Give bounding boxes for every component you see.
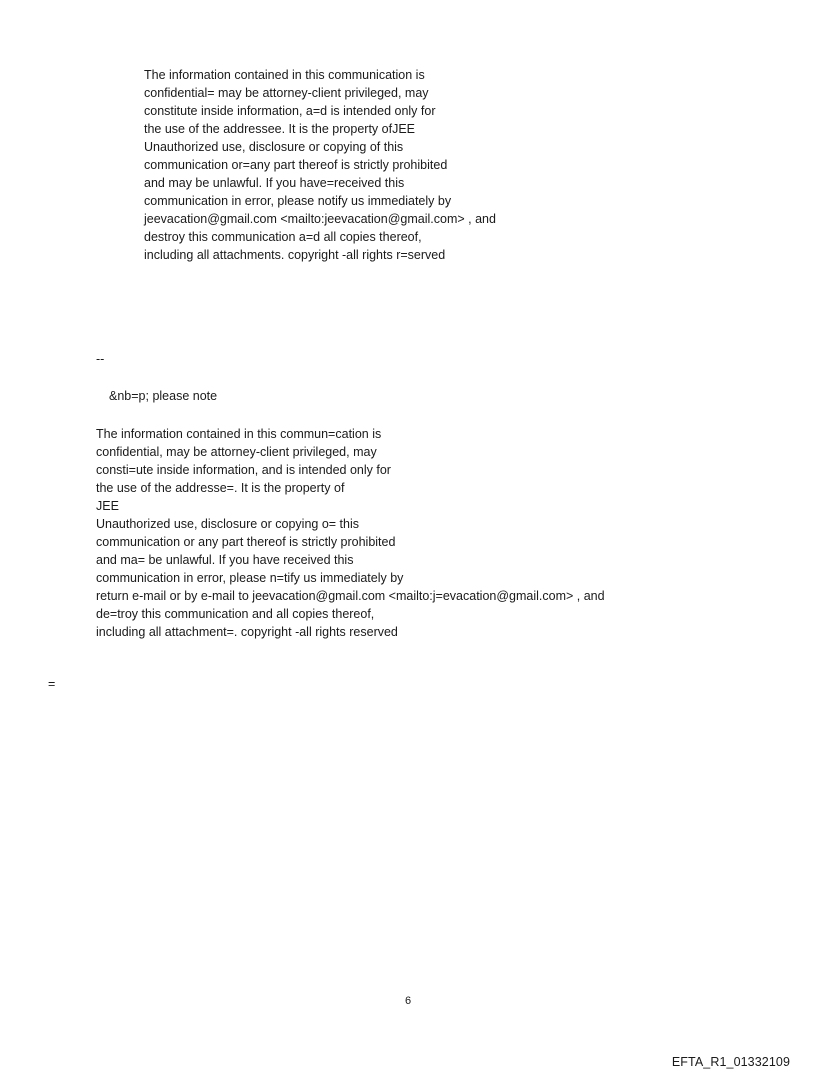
disclaimer-1-line: constitute inside information, a=d is intended only for <box>144 104 436 118</box>
bates-number: EFTA_R1_01332109 <box>671 1055 790 1069</box>
disclaimer-2-line: communication or any part thereof is strictly prohibited <box>96 535 396 549</box>
disclaimer-2-line: communication in error, please n=tify us immediately by <box>96 571 404 585</box>
please-note-heading: &nb=p; please note <box>109 389 218 403</box>
disclaimer-1-line: confidential= may be attorney-client privileged, may <box>144 86 429 100</box>
signature-separator: -- <box>96 352 105 366</box>
disclaimer-1-line: including all attachments. copyright -all rights r=served <box>144 248 446 262</box>
disclaimer-2-line: Unauthorized use, disclosure or copying o= this <box>96 517 359 531</box>
disclaimer-2-line: The information contained in this commun=cation is <box>96 427 382 441</box>
disclaimer-1-line: jeevacation@gmail.com <mailto:jeevacation@gmail.com> , and <box>144 212 496 226</box>
disclaimer-1-line: communication or=any part thereof is strictly prohibited <box>144 158 448 172</box>
disclaimer-1-line: communication in error, please notify us immediately by <box>144 194 452 208</box>
disclaimer-2-line: and ma= be unlawful. If you have received this <box>96 553 354 567</box>
page-number: 6 <box>404 995 412 1007</box>
disclaimer-2-line: confidential, may be attorney-client privileged, may <box>96 445 377 459</box>
disclaimer-1-line: Unauthorized use, disclosure or copying of this <box>144 140 404 154</box>
disclaimer-2-line: return e-mail or by e-mail to jeevacation@gmail.com <mailto:j=evacation@gmail.com> , and <box>96 589 605 603</box>
disclaimer-2-line: de=troy this communication and all copies thereof, <box>96 607 375 621</box>
disclaimer-2-line: including all attachment=. copyright -all rights reserved <box>96 625 398 639</box>
disclaimer-2-line: the use of the addresse=. It is the property of <box>96 481 345 495</box>
disclaimer-2-line: consti=ute inside information, and is intended only for <box>96 463 391 477</box>
disclaimer-1-line: The information contained in this communication is <box>144 68 425 82</box>
disclaimer-paragraph-1 <box>144 66 496 264</box>
disclaimer-1-line: and may be unlawful. If you have=received this <box>144 176 405 190</box>
disclaimer-1-line: destroy this communication a=d all copies thereof, <box>144 230 422 244</box>
disclaimer-1-line: the use of the addressee. It is the property ofJEE <box>144 122 415 136</box>
disclaimer-2-line: JEE <box>96 499 119 513</box>
trailing-equals-mark: = <box>48 677 56 691</box>
disclaimer-paragraph-2 <box>96 425 605 641</box>
